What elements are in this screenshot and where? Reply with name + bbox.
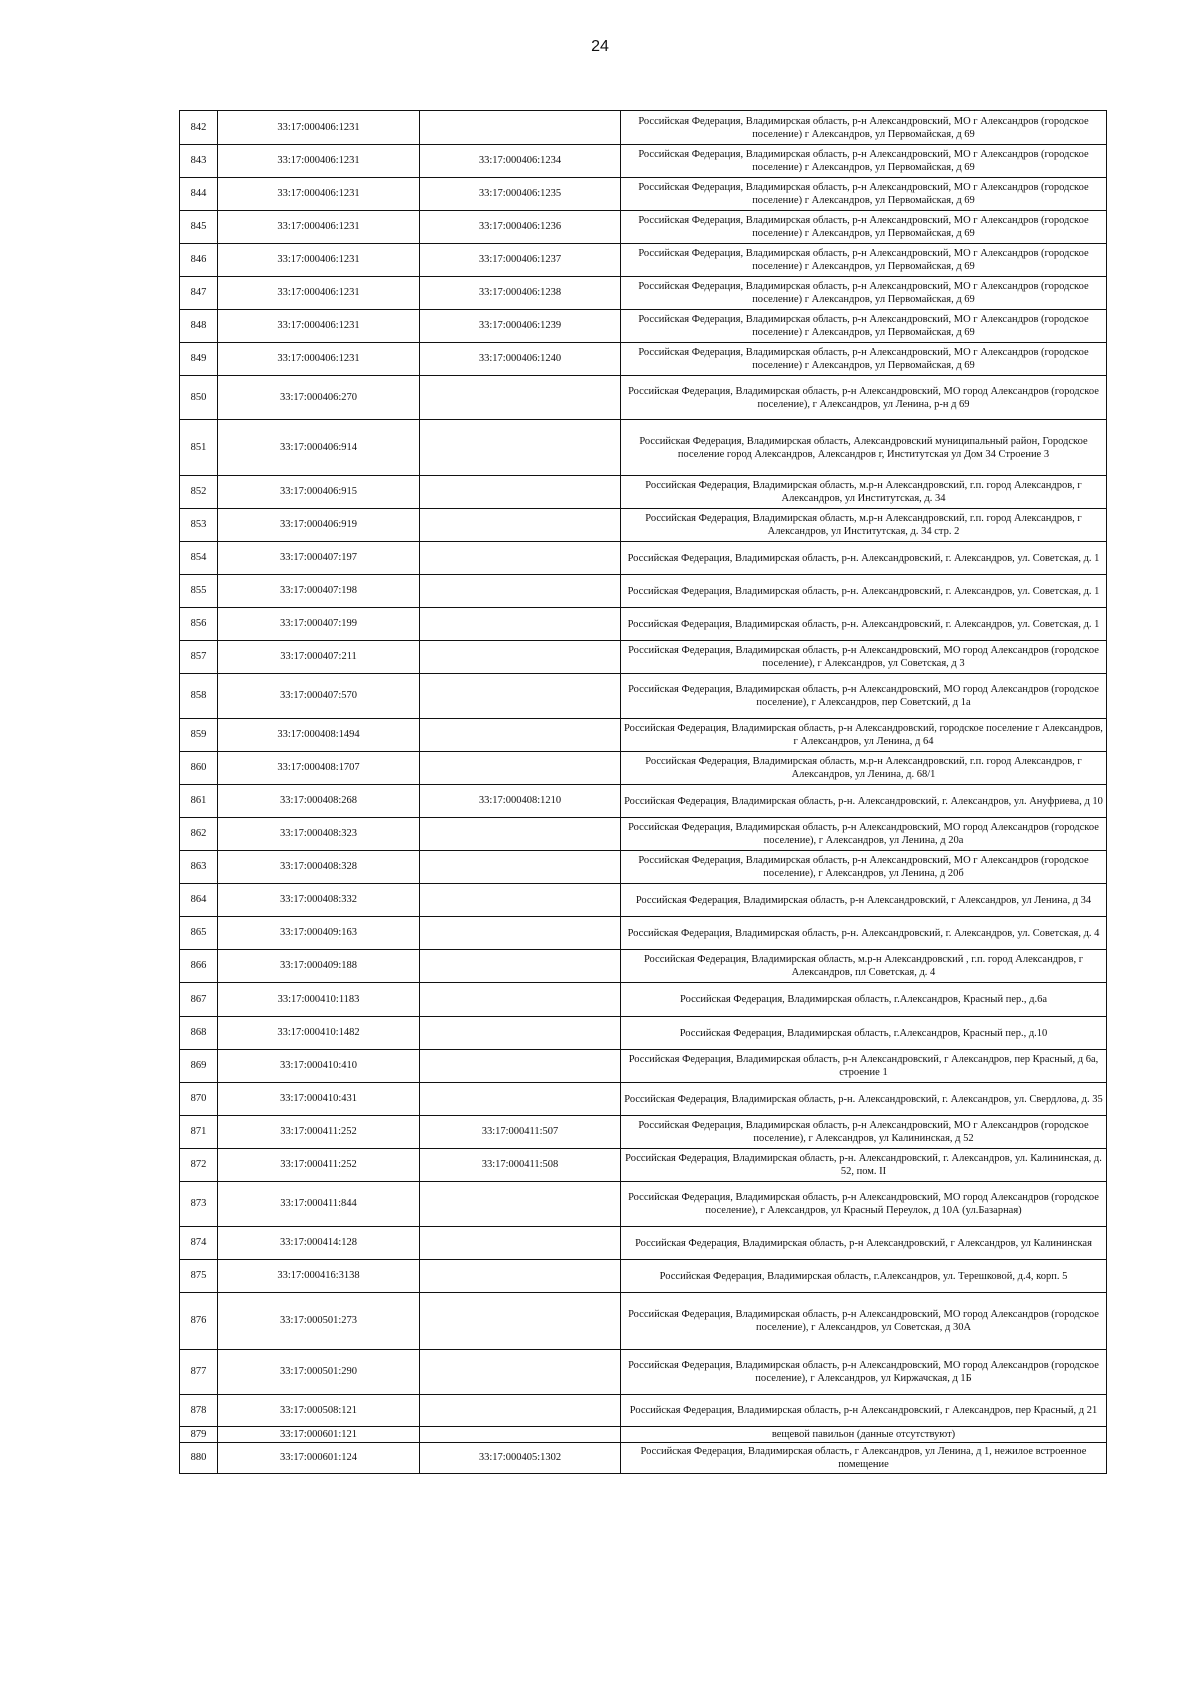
- row-number: 844: [180, 178, 218, 211]
- address: Российская Федерация, Владимирская область, р-н Александровский, МО город Александров (городское поселение), г Александров, ул Советская, д 3: [621, 641, 1107, 674]
- address: Российская Федерация, Владимирская область, р-н Александровский, МО город Александров (городское поселение), г Александров, ул Советская, д 30А: [621, 1293, 1107, 1350]
- cadastral-number: 33:17:000408:328: [218, 851, 420, 884]
- cadastral-number: 33:17:000406:1231: [218, 145, 420, 178]
- cadastral-number: 33:17:000501:273: [218, 1293, 420, 1350]
- cadastral-number: 33:17:000410:1482: [218, 1017, 420, 1050]
- row-number: 868: [180, 1017, 218, 1050]
- cadastral-number: 33:17:000406:1231: [218, 211, 420, 244]
- parent-cadastral-number: [420, 884, 621, 917]
- table-row: [180, 1050, 1107, 1083]
- row-number: 876: [180, 1293, 218, 1350]
- row-number: 854: [180, 542, 218, 575]
- parent-cadastral-number: [420, 1017, 621, 1050]
- table-row: [180, 542, 1107, 575]
- cadastral-number: 33:17:000406:270: [218, 376, 420, 420]
- cadastral-number: 33:17:000409:163: [218, 917, 420, 950]
- cadastral-number: 33:17:000411:252: [218, 1116, 420, 1149]
- cadastral-number: 33:17:000407:197: [218, 542, 420, 575]
- cadastral-number: 33:17:000406:915: [218, 476, 420, 509]
- parent-cadastral-number: 33:17:000411:508: [420, 1149, 621, 1182]
- cadastral-number: 33:17:000411:844: [218, 1182, 420, 1227]
- address: Российская Федерация, Владимирская область, р-н Александровский, МО г Александров (городское поселение) г Александров, ул Первомайская, д 69: [621, 244, 1107, 277]
- row-number: 872: [180, 1149, 218, 1182]
- address: Российская Федерация, Владимирская область, р-н Александровский, г Александров, ул Ленина, д 34: [621, 884, 1107, 917]
- cadastral-number: 33:17:000501:290: [218, 1350, 420, 1395]
- address: Российская Федерация, Владимирская область, р-н Александровский, МО город Александров (городское поселение), г Александров, ул Красный Переулок, д 10А (ул.Базарная): [621, 1182, 1107, 1227]
- table-row: [180, 1350, 1107, 1395]
- address: Российская Федерация, Владимирская область, р-н Александровский, МО г Александров (городское поселение) г Александров, ул Первомайская, д 69: [621, 178, 1107, 211]
- address: Российская Федерация, Владимирская область, р-н Александровский, МО г Александров (городское поселение), г Александров, ул Калининская, д 52: [621, 1116, 1107, 1149]
- cadastral-number: 33:17:000410:431: [218, 1083, 420, 1116]
- cadastral-number: 33:17:000406:1231: [218, 111, 420, 145]
- address: Российская Федерация, Владимирская область, р-н Александровский, МО город Александров (городское поселение), г Александров, ул Киржачская, д 1Б: [621, 1350, 1107, 1395]
- cadastral-number: 33:17:000416:3138: [218, 1260, 420, 1293]
- cadastral-number: 33:17:000406:919: [218, 509, 420, 542]
- address: Российская Федерация, Владимирская область, р-н. Александровский, г. Александров, ул. Калининская, д. 52, пом. II: [621, 1149, 1107, 1182]
- parent-cadastral-number: [420, 608, 621, 641]
- cadastral-number: 33:17:000410:1183: [218, 983, 420, 1017]
- registry-table: [179, 110, 1107, 1474]
- address: Российская Федерация, Владимирская область, р-н Александровский, МО г Александров (городское поселение) г Александров, ул Первомайская, д 69: [621, 145, 1107, 178]
- address: Российская Федерация, Владимирская область, р-н Александровский, МО город Александров (городское поселение), г Александров, ул Ленина, р-н д 69: [621, 376, 1107, 420]
- cadastral-number: 33:17:000410:410: [218, 1050, 420, 1083]
- parent-cadastral-number: [420, 1395, 621, 1427]
- cadastral-number: 33:17:000406:914: [218, 420, 420, 476]
- parent-cadastral-number: [420, 111, 621, 145]
- cadastral-number: 33:17:000406:1231: [218, 178, 420, 211]
- parent-cadastral-number: 33:17:000405:1302: [420, 1443, 621, 1474]
- table-row: [180, 641, 1107, 674]
- row-number: 847: [180, 277, 218, 310]
- parent-cadastral-number: [420, 542, 621, 575]
- cadastral-number: 33:17:000411:252: [218, 1149, 420, 1182]
- table-row: [180, 785, 1107, 818]
- address: Российская Федерация, Владимирская область, р-н. Александровский, г. Александров, ул. Советская, д. 4: [621, 917, 1107, 950]
- table-row: [180, 376, 1107, 420]
- row-number: 863: [180, 851, 218, 884]
- cadastral-number: 33:17:000406:1231: [218, 277, 420, 310]
- row-number: 843: [180, 145, 218, 178]
- cadastral-number: 33:17:000408:1707: [218, 752, 420, 785]
- row-number: 857: [180, 641, 218, 674]
- row-number: 880: [180, 1443, 218, 1474]
- parent-cadastral-number: 33:17:000411:507: [420, 1116, 621, 1149]
- row-number: 860: [180, 752, 218, 785]
- table-row: [180, 509, 1107, 542]
- table-row: [180, 1427, 1107, 1443]
- cadastral-number: 33:17:000406:1231: [218, 244, 420, 277]
- address: Российская Федерация, Владимирская область, р-н Александровский, МО город Александров (городское поселение), г Александров, ул Ленина, д 20а: [621, 818, 1107, 851]
- row-number: 870: [180, 1083, 218, 1116]
- row-number: 861: [180, 785, 218, 818]
- table-row: [180, 950, 1107, 983]
- cadastral-number: 33:17:000407:198: [218, 575, 420, 608]
- table-row: [180, 277, 1107, 310]
- row-number: 867: [180, 983, 218, 1017]
- row-number: 845: [180, 211, 218, 244]
- row-number: 873: [180, 1182, 218, 1227]
- parent-cadastral-number: [420, 420, 621, 476]
- cadastral-number: 33:17:000408:1494: [218, 719, 420, 752]
- table-row: [180, 1149, 1107, 1182]
- row-number: 846: [180, 244, 218, 277]
- table-row: [180, 1083, 1107, 1116]
- row-number: 858: [180, 674, 218, 719]
- parent-cadastral-number: [420, 1182, 621, 1227]
- cadastral-number: 33:17:000406:1231: [218, 343, 420, 376]
- table-row: [180, 917, 1107, 950]
- address: Российская Федерация, Владимирская область, р-н Александровский, городское поселение г Александров, г Александров, ул Ленина, д 64: [621, 719, 1107, 752]
- parent-cadastral-number: 33:17:000406:1237: [420, 244, 621, 277]
- parent-cadastral-number: [420, 950, 621, 983]
- cadastral-number: 33:17:000407:570: [218, 674, 420, 719]
- table-row: [180, 420, 1107, 476]
- row-number: 874: [180, 1227, 218, 1260]
- address: Российская Федерация, Владимирская область, г.Александров, Красный пер., д.10: [621, 1017, 1107, 1050]
- parent-cadastral-number: [420, 641, 621, 674]
- cadastral-number: 33:17:000601:121: [218, 1427, 420, 1443]
- parent-cadastral-number: 33:17:000408:1210: [420, 785, 621, 818]
- address: Российская Федерация, Владимирская область, р-н. Александровский, г. Александров, ул. Советская, д. 1: [621, 542, 1107, 575]
- row-number: 864: [180, 884, 218, 917]
- address: Российская Федерация, Владимирская область, р-н Александровский, г Александров, пер Красный, д 6а, строение 1: [621, 1050, 1107, 1083]
- cadastral-number: 33:17:000414:128: [218, 1227, 420, 1260]
- row-number: 879: [180, 1427, 218, 1443]
- address: Российская Федерация, Владимирская область, р-н Александровский, МО г Александров (городское поселение) г Александров, ул Первомайская, д 69: [621, 111, 1107, 145]
- parent-cadastral-number: 33:17:000406:1234: [420, 145, 621, 178]
- table-row: [180, 983, 1107, 1017]
- parent-cadastral-number: [420, 476, 621, 509]
- parent-cadastral-number: [420, 1427, 621, 1443]
- row-number: 869: [180, 1050, 218, 1083]
- row-number: 849: [180, 343, 218, 376]
- row-number: 848: [180, 310, 218, 343]
- table-row: [180, 719, 1107, 752]
- parent-cadastral-number: [420, 376, 621, 420]
- address: Российская Федерация, Владимирская область, р-н Александровский, г Александров, ул Калининская: [621, 1227, 1107, 1260]
- address: Российская Федерация, Владимирская область, м.р-н Александровский , г.п. город Александров, г Александров, пл Советская, д. 4: [621, 950, 1107, 983]
- table-row: [180, 1017, 1107, 1050]
- row-number: 851: [180, 420, 218, 476]
- address: Российская Федерация, Владимирская область, г.Александров, ул. Терешковой, д.4, корп. 5: [621, 1260, 1107, 1293]
- address: Российская Федерация, Владимирская область, р-н Александровский, МО г Александров (городское поселение) г Александров, ул Первомайская, д 69: [621, 343, 1107, 376]
- address: Российская Федерация, Владимирская область, м.р-н Александровский, г.п. город Александров, г Александров, ул Институтская, д. 34 стр. 2: [621, 509, 1107, 542]
- row-number: 853: [180, 509, 218, 542]
- row-number: 850: [180, 376, 218, 420]
- table-row: [180, 1116, 1107, 1149]
- parent-cadastral-number: [420, 719, 621, 752]
- parent-cadastral-number: [420, 1227, 621, 1260]
- parent-cadastral-number: [420, 818, 621, 851]
- address: Российская Федерация, Владимирская область, р-н Александровский, МО г Александров (городское поселение), г Александров, ул Ленина, д 20б: [621, 851, 1107, 884]
- parent-cadastral-number: [420, 1350, 621, 1395]
- row-number: 855: [180, 575, 218, 608]
- address: Российская Федерация, Владимирская область, р-н. Александровский, г. Александров, ул. Советская, д. 1: [621, 608, 1107, 641]
- address: Российская Федерация, Владимирская область, р-н Александровский, МО г Александров (городское поселение) г Александров, ул Первомайская, д 69: [621, 211, 1107, 244]
- address: Российская Федерация, Владимирская область, м.р-н Александровский, г.п. город Александров, г Александров, ул Ленина, д. 68/1: [621, 752, 1107, 785]
- address: Российская Федерация, Владимирская область, Александровский муниципальный район, Городское поселение город Александров, Александров г, Институтская ул Дом 34 Строение 3: [621, 420, 1107, 476]
- row-number: 859: [180, 719, 218, 752]
- parent-cadastral-number: [420, 917, 621, 950]
- table-row: [180, 476, 1107, 509]
- address: Российская Федерация, Владимирская область, р-н Александровский, г Александров, пер Красный, д 21: [621, 1395, 1107, 1427]
- parent-cadastral-number: [420, 983, 621, 1017]
- table-row: [180, 1395, 1107, 1427]
- parent-cadastral-number: [420, 674, 621, 719]
- row-number: 852: [180, 476, 218, 509]
- parent-cadastral-number: [420, 851, 621, 884]
- table-row: [180, 818, 1107, 851]
- parent-cadastral-number: [420, 1083, 621, 1116]
- address: Российская Федерация, Владимирская область, г.Александров, Красный пер., д.6а: [621, 983, 1107, 1017]
- parent-cadastral-number: 33:17:000406:1238: [420, 277, 621, 310]
- table-row: [180, 1182, 1107, 1227]
- table-row: [180, 1443, 1107, 1474]
- row-number: 842: [180, 111, 218, 145]
- address: Российская Федерация, Владимирская область, м.р-н Александровский, г.п. город Александров, г Александров, ул Институтская, д. 34: [621, 476, 1107, 509]
- row-number: 856: [180, 608, 218, 641]
- parent-cadastral-number: 33:17:000406:1235: [420, 178, 621, 211]
- address: Российская Федерация, Владимирская область, р-н. Александровский, г. Александров, ул. Свердлова, д. 35: [621, 1083, 1107, 1116]
- row-number: 877: [180, 1350, 218, 1395]
- row-number: 878: [180, 1395, 218, 1427]
- registry-table-body: [180, 111, 1107, 1474]
- address: Российская Федерация, Владимирская область, г Александров, ул Ленина, д 1, нежилое встроенное помещение: [621, 1443, 1107, 1474]
- page-number: 24: [591, 38, 609, 55]
- parent-cadastral-number: 33:17:000406:1240: [420, 343, 621, 376]
- row-number: 871: [180, 1116, 218, 1149]
- table-row: [180, 575, 1107, 608]
- address: Российская Федерация, Владимирская область, р-н Александровский, МО г Александров (городское поселение) г Александров, ул Первомайская, д 69: [621, 310, 1107, 343]
- cadastral-number: 33:17:000408:268: [218, 785, 420, 818]
- parent-cadastral-number: 33:17:000406:1239: [420, 310, 621, 343]
- row-number: 875: [180, 1260, 218, 1293]
- table-row: [180, 145, 1107, 178]
- parent-cadastral-number: [420, 509, 621, 542]
- address: Российская Федерация, Владимирская область, р-н Александровский, МО город Александров (городское поселение), г Александров, пер Советский, д 1а: [621, 674, 1107, 719]
- cadastral-number: 33:17:000408:332: [218, 884, 420, 917]
- parent-cadastral-number: [420, 752, 621, 785]
- address: Российская Федерация, Владимирская область, р-н. Александровский, г. Александров, ул. Ануфриева, д 10: [621, 785, 1107, 818]
- row-number: 866: [180, 950, 218, 983]
- table-row: [180, 674, 1107, 719]
- table-row: [180, 178, 1107, 211]
- cadastral-number: 33:17:000406:1231: [218, 310, 420, 343]
- cadastral-number: 33:17:000508:121: [218, 1395, 420, 1427]
- cadastral-number: 33:17:000407:199: [218, 608, 420, 641]
- parent-cadastral-number: [420, 1293, 621, 1350]
- table-row: [180, 1293, 1107, 1350]
- address: вещевой павильон (данные отсутствуют): [621, 1427, 1107, 1443]
- table-row: [180, 244, 1107, 277]
- address: Российская Федерация, Владимирская область, р-н Александровский, МО г Александров (городское поселение) г Александров, ул Первомайская, д 69: [621, 277, 1107, 310]
- table-row: [180, 1227, 1107, 1260]
- cadastral-number: 33:17:000408:323: [218, 818, 420, 851]
- address: Российская Федерация, Владимирская область, р-н. Александровский, г. Александров, ул. Советская, д. 1: [621, 575, 1107, 608]
- cadastral-number: 33:17:000409:188: [218, 950, 420, 983]
- table-row: [180, 884, 1107, 917]
- parent-cadastral-number: [420, 1050, 621, 1083]
- cadastral-number: 33:17:000601:124: [218, 1443, 420, 1474]
- table-row: [180, 211, 1107, 244]
- row-number: 862: [180, 818, 218, 851]
- parent-cadastral-number: [420, 1260, 621, 1293]
- table-row: [180, 752, 1107, 785]
- table-row: [180, 851, 1107, 884]
- parent-cadastral-number: 33:17:000406:1236: [420, 211, 621, 244]
- table-row: [180, 1260, 1107, 1293]
- row-number: 865: [180, 917, 218, 950]
- cadastral-number: 33:17:000407:211: [218, 641, 420, 674]
- table-row: [180, 111, 1107, 145]
- table-row: [180, 343, 1107, 376]
- parent-cadastral-number: [420, 575, 621, 608]
- table-row: [180, 608, 1107, 641]
- table-row: [180, 310, 1107, 343]
